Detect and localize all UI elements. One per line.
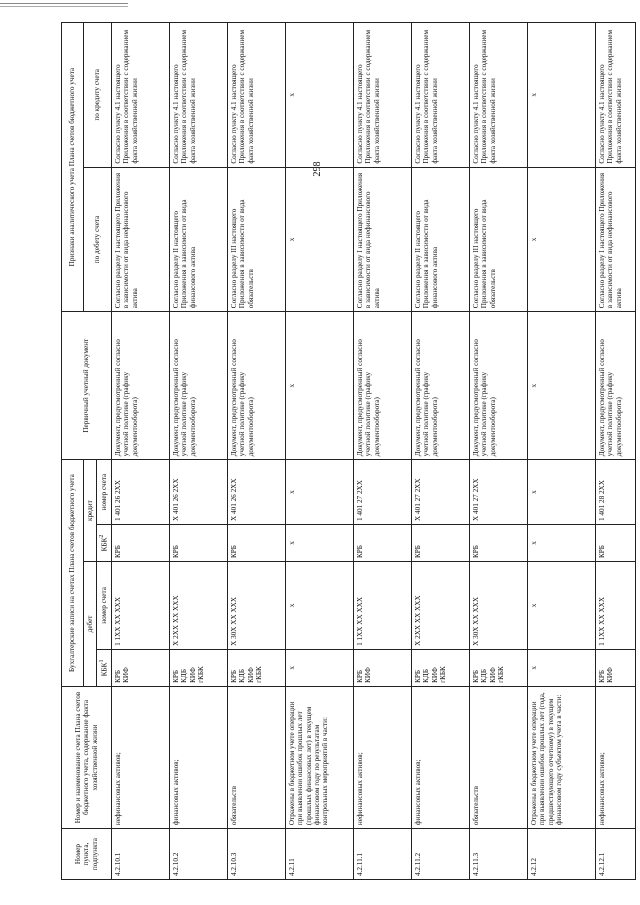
row-account-credit: х	[527, 460, 595, 525]
table-row	[411, 23, 469, 880]
row-primary-doc: Документ, предусмотренный согласно учетной политике (графику документооборота)	[111, 312, 169, 460]
row-kbk-credit: КРБ	[411, 524, 469, 561]
row-account-credit: Х 401 27 2ХХ	[411, 460, 469, 525]
row-account-credit: Х 401 26 2ХХ	[169, 460, 227, 525]
header-by-debit: по дебету счета	[84, 167, 112, 312]
header-kbk-credit: КБК$^2$	[97, 524, 112, 561]
row-account-credit: Х 401 27 2ХХ	[469, 460, 527, 525]
row-account-debit: Х 2ХХ ХХ ХХХ	[169, 561, 227, 649]
header-debit: дебет	[84, 561, 97, 686]
row-account-credit: 1 401 28 2ХХ	[595, 460, 635, 525]
row-primary-doc: Документ, предусмотренный согласно учетной политике (графику документооборота)	[353, 312, 411, 460]
row-account-debit: Х 30Х ХХ ХХХ	[469, 561, 527, 649]
header-analytics-group: Признаки аналитического учета Плана счетов бюджетного учета	[62, 23, 84, 312]
row-account-debit: Х 2ХХ ХХ ХХХ	[411, 561, 469, 649]
table-row	[169, 23, 227, 880]
header-primary-doc: Первичный учетный документ	[62, 312, 112, 460]
row-analytics-credit: Согласно пункту 4.1 настоящего Приложения в соответствии с содержанием факта хозяйственной жизни	[227, 23, 285, 168]
row-account-debit: 1 1ХХ ХХ ХХХ	[595, 561, 635, 649]
header-by-credit: по кредиту счета	[84, 23, 112, 168]
header-entries-group: Бухгалтерские записи на счетах Плана счетов бюджетного учета	[62, 460, 84, 687]
row-account-credit: 1 401 27 2ХХ	[353, 460, 411, 525]
row-analytics-debit: Согласно разделу III настоящего Приложения в зависимости от вида обязательств	[227, 167, 285, 312]
row-analytics-credit: х	[285, 23, 353, 168]
row-analytics-debit: Согласно разделу II настоящего Приложения в зависимости от вида финансового актива	[169, 167, 227, 312]
row-primary-doc: х	[285, 312, 353, 460]
row-kbk-credit: КРБ	[595, 524, 635, 561]
row-account-credit: х	[285, 460, 353, 525]
table-row	[227, 23, 285, 880]
row-primary-doc: Документ, предусмотренный согласно учетной политике (графику документооборота)	[227, 312, 285, 460]
row-analytics-credit: Согласно пункту 4.1 настоящего Приложения в соответствии с содержанием факта хозяйственной жизни	[353, 23, 411, 168]
row-kbk-credit: х	[527, 524, 595, 561]
table-row	[527, 23, 595, 880]
row-analytics-debit: Согласно разделу I настоящего Приложения в зависимости от вида нефинансового актива	[111, 167, 169, 312]
row-analytics-debit: Согласно разделу I настоящего Приложения в зависимости от вида нефинансового актива	[353, 167, 411, 312]
row-account-debit: х	[285, 561, 353, 649]
row-account-debit: х	[527, 561, 595, 649]
row-analytics-credit: Согласно пункту 4.1 настоящего Приложения в соответствии с содержанием факта хозяйственной жизни	[411, 23, 469, 168]
row-number: 4.2.12	[527, 829, 595, 880]
header-account-no-credit: номер счета	[97, 460, 112, 525]
row-number: 4.2.10.1	[111, 829, 169, 880]
row-description: финансовых активов;	[169, 686, 227, 828]
row-analytics-debit: Согласно разделу III настоящего Приложения в зависимости от вида обязательств	[469, 167, 527, 312]
row-kbk-credit: КРБ	[353, 524, 411, 561]
row-analytics-debit: х	[527, 167, 595, 312]
row-primary-doc: Документ, предусмотренный согласно учетной политике (графику документооборота)	[595, 312, 635, 460]
row-description: Отражены в бюджетном учете операции при выявлении ошибок прошлых лет (года, предшествующего отчетному) в текущем финансовом году субъектом учета в части:	[527, 686, 595, 828]
row-analytics-credit: х	[527, 23, 595, 168]
row-number: 4.2.12.1	[595, 829, 635, 880]
rotated-table-container	[61, 22, 623, 880]
row-number: 4.2.11.1	[353, 829, 411, 880]
row-number: 4.2.10.2	[169, 829, 227, 880]
table-body	[111, 23, 635, 880]
row-primary-doc: Документ, предусмотренный согласно учетной политике (графику документооборота)	[469, 312, 527, 460]
row-analytics-credit: Согласно пункту 4.1 настоящего Приложения в соответствии с содержанием факта хозяйственной жизни	[111, 23, 169, 168]
row-account-debit: 1 1ХХ ХХ ХХХ	[111, 561, 169, 649]
row-account-credit: 1 401 26 2ХХ	[111, 460, 169, 525]
header-credit: кредит	[84, 460, 97, 562]
row-description: финансовых активов;	[411, 686, 469, 828]
row-number: 4.2.11.2	[411, 829, 469, 880]
row-analytics-credit: Согласно пункту 4.1 настоящего Приложения в соответствии с содержанием факта хозяйственной жизни	[595, 23, 635, 168]
row-kbk-credit: х	[285, 524, 353, 561]
row-kbk-credit: КРБ	[469, 524, 527, 561]
header-rule-secondary	[0, 6, 128, 7]
row-kbk-debit: КРБ КДБ КИФ гКБК	[411, 649, 469, 686]
row-description: нефинансовых активов;	[111, 686, 169, 828]
row-description: обязательств	[469, 686, 527, 828]
row-description: Отражены в бюджетном учете операции при выявлении ошибок прошлых лет (прошлых финансовых лет) в текущем финансовом году по результатам контрольных мероприятий в части:	[285, 686, 353, 828]
row-description: нефинансовых активов;	[353, 686, 411, 828]
row-number: 4.2.11	[285, 829, 353, 880]
header-rule	[0, 3, 128, 4]
row-primary-doc: Документ, предусмотренный согласно учетной политике (графику документооборота)	[169, 312, 227, 460]
row-kbk-debit: КРБ КИФ	[595, 649, 635, 686]
row-number: 4.2.11.3	[469, 829, 527, 880]
row-account-debit: 1 1ХХ ХХ ХХХ	[353, 561, 411, 649]
header-account-name: Номер и наименование счета Плана счетов бюджетного учета, содержание факта хозяйственной жизни	[62, 686, 112, 828]
row-analytics-debit: Согласно разделу II настоящего Приложения в зависимости от вида финансового актива	[411, 167, 469, 312]
row-primary-doc: Документ, предусмотренный согласно учетной политике (графику документооборота)	[411, 312, 469, 460]
row-kbk-debit: КРБ КИФ	[353, 649, 411, 686]
row-kbk-credit: КРБ	[111, 524, 169, 561]
table-row	[111, 23, 169, 880]
table-row	[353, 23, 411, 880]
header-kbk-debit: КБК$^1$	[97, 649, 112, 686]
row-description: нефинансовых активов;	[595, 686, 635, 828]
row-kbk-credit: КРБ	[227, 524, 285, 561]
row-analytics-debit: Согласно разделу I настоящего Приложения в зависимости от вида нефинансового актива	[595, 167, 635, 312]
row-kbk-debit: КРБ КДБ КИФ гКБК	[469, 649, 527, 686]
row-kbk-debit: КРБ КИФ	[111, 649, 169, 686]
table-row	[595, 23, 635, 880]
row-analytics-credit: Согласно пункту 4.1 настоящего Приложения в соответствии с содержанием факта хозяйственной жизни	[469, 23, 527, 168]
row-kbk-debit: х	[527, 649, 595, 686]
row-primary-doc: х	[527, 312, 595, 460]
row-account-credit: Х 401 26 2ХХ	[227, 460, 285, 525]
row-analytics-debit: х	[285, 167, 353, 312]
page-number: 298	[312, 161, 323, 177]
row-kbk-credit: КРБ	[169, 524, 227, 561]
table-row	[285, 23, 353, 880]
row-description: обязательств	[227, 686, 285, 828]
header-account-no-debit: номер счета	[97, 561, 112, 649]
row-kbk-debit: КРБ КДБ КИФ гКБК	[169, 649, 227, 686]
row-account-debit: Х 30Х ХХ ХХХ	[227, 561, 285, 649]
row-number: 4.2.10.3	[227, 829, 285, 880]
accounting-entries-table	[61, 22, 636, 880]
row-analytics-credit: Согласно пункту 4.1 настоящего Приложения в соответствии с содержанием факта хозяйственной жизни	[169, 23, 227, 168]
row-kbk-debit: КРБ КДБ КИФ гКБК	[227, 649, 285, 686]
row-kbk-debit: х	[285, 649, 353, 686]
header-item-number: Номер пункта, подпункта	[62, 829, 112, 880]
table-row	[469, 23, 527, 880]
